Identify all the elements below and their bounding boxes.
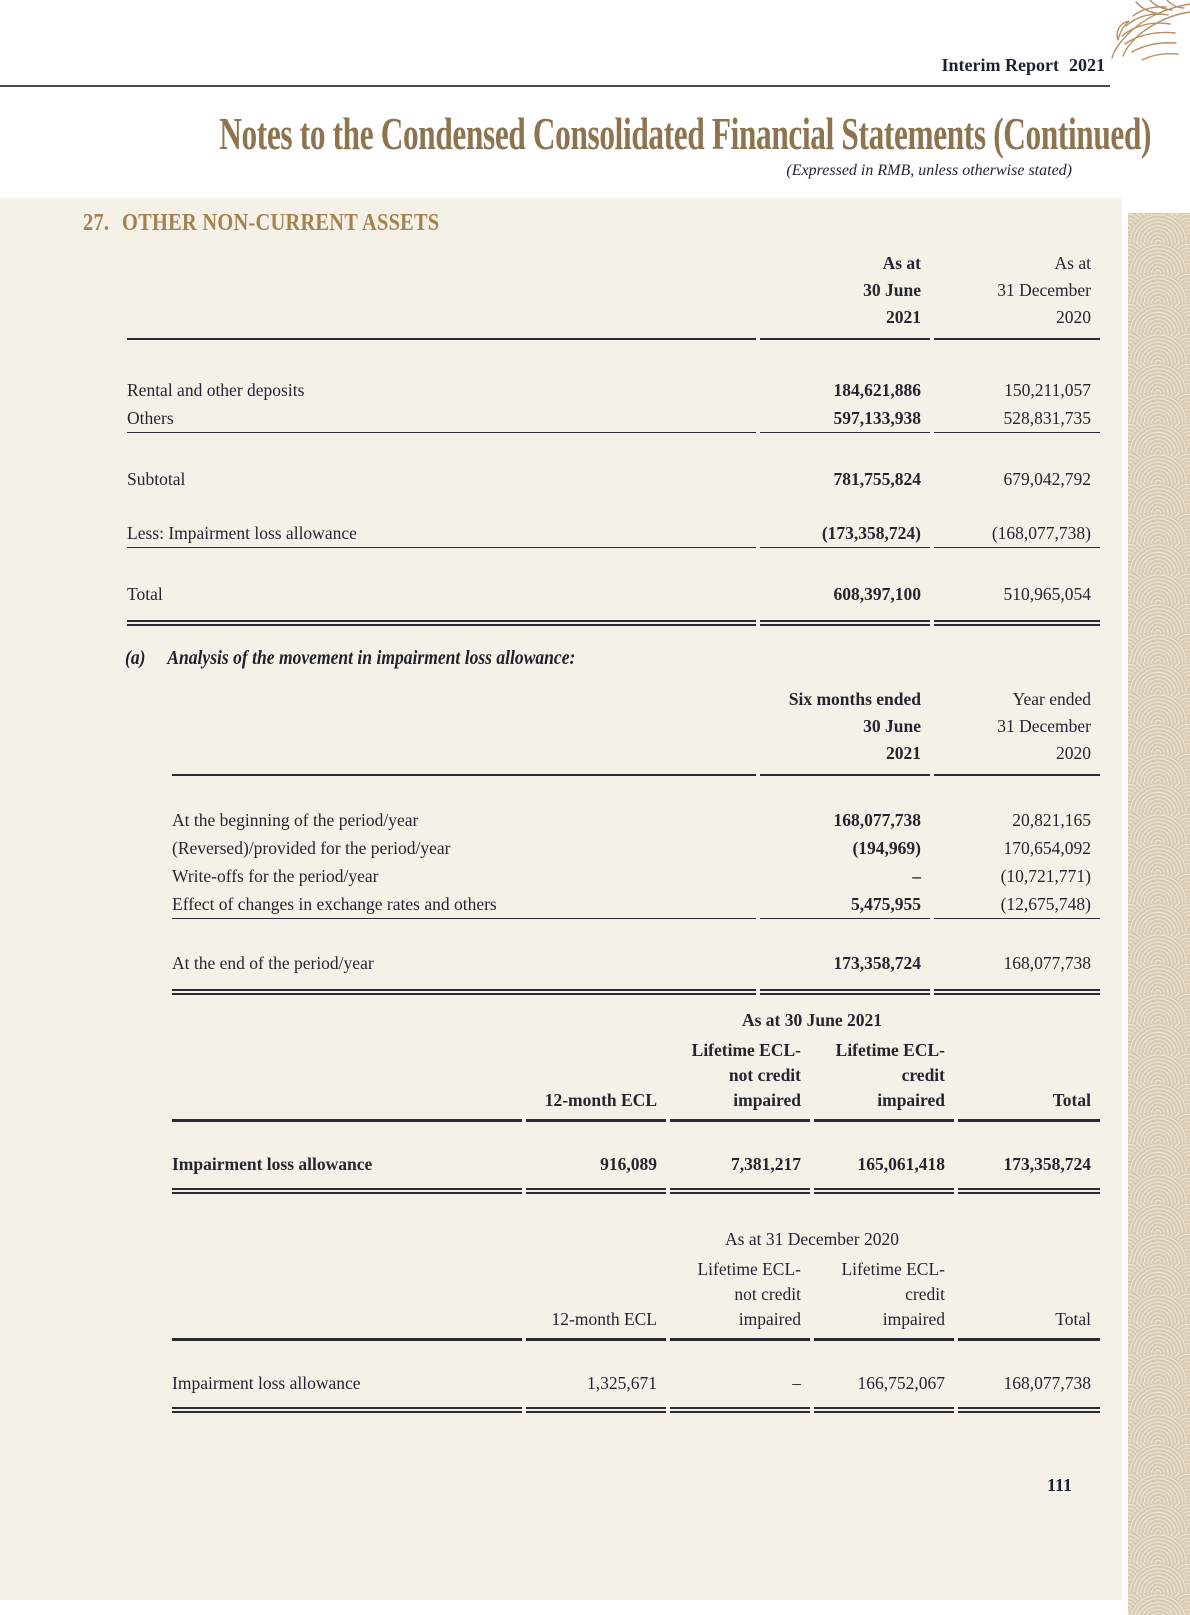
column-header-12-month-ecl: 12-month ECL <box>526 1088 666 1122</box>
subtotal-row: Subtotal 781,755,824 679,042,792 <box>127 469 1091 489</box>
table-row: Others 597,133,938 528,831,735 <box>127 404 1100 433</box>
section-heading <box>83 210 966 236</box>
impairment-allowance-row: Impairment loss allowance 1,325,671 – 166,752,067 168,077,738 <box>172 1369 1100 1413</box>
table-title-row <box>172 1226 1100 1257</box>
table-row: Rental and other deposits 184,621,886 150,211,057 <box>127 380 1091 400</box>
impairment-allowance-row: Less: Impairment loss allowance (173,358,724) (168,077,738) <box>127 519 1100 548</box>
column-header-2021: As at 30 June 2021 <box>760 250 930 340</box>
impairment-allowance-row: Impairment loss allowance 916,089 7,381,217 165,061,418 173,358,724 <box>172 1150 1100 1194</box>
column-header-2021: Six months ended 30 June 2021 <box>760 686 930 776</box>
report-year: 2021 <box>1069 55 1105 75</box>
header-rule <box>0 85 1110 87</box>
movement-analysis-table <box>172 686 1100 995</box>
page-number: 111 <box>1046 1475 1072 1495</box>
column-header-not-credit-impaired: Lifetime ECL- not credit impaired <box>670 1257 810 1341</box>
report-header <box>0 0 1190 76</box>
column-header-2020: Year ended 31 December 2020 <box>934 686 1100 776</box>
content-area <box>0 198 1122 1600</box>
table-title: As at 30 June 2021 <box>741 1010 882 1030</box>
subsection-title: Analysis of the movement in impairment loss allowance: <box>167 648 576 669</box>
column-header-total: Total <box>958 1307 1100 1341</box>
table-header-row <box>172 1038 1100 1122</box>
table-header-row <box>127 250 1100 340</box>
seigaiha-pattern-band <box>1128 213 1190 1615</box>
wave-decoration-icon <box>1070 0 1190 78</box>
table-row: Write-offs for the period/year – (10,721,771) <box>172 866 1091 886</box>
subsection-heading <box>125 646 1022 672</box>
column-header-total: Total <box>958 1088 1100 1122</box>
total-row: Total 608,397,100 510,965,054 <box>127 580 1100 626</box>
column-header-12-month-ecl: 12-month ECL <box>526 1307 666 1341</box>
total-row: At the end of the period/year 173,358,724 168,077,738 <box>172 949 1100 995</box>
other-non-current-assets-table <box>127 250 1100 626</box>
column-header-not-credit-impaired: Lifetime ECL- not credit impaired <box>670 1038 810 1122</box>
page-subtitle: (Expressed in RMB, unless otherwise stated) <box>786 162 1072 179</box>
section-title: OTHER NON-CURRENT ASSETS <box>122 210 440 236</box>
section-number: 27. <box>83 210 110 236</box>
table-header-row <box>172 686 1100 776</box>
page-title: Notes to the Condensed Consolidated Financial Statements (Continued) <box>219 108 1152 159</box>
ecl-table-2020 <box>172 1226 1100 1413</box>
table-row: (Reversed)/provided for the period/year (194,969) 170,654,092 <box>172 838 1091 858</box>
subsection-marker: (a) <box>125 648 146 669</box>
table-header-row <box>172 1257 1100 1341</box>
table-row: At the beginning of the period/year 168,077,738 20,821,165 <box>172 810 1091 830</box>
column-header-credit-impaired: Lifetime ECL- credit impaired <box>814 1038 954 1122</box>
table-title-row <box>172 1007 1100 1038</box>
ecl-table-2021 <box>172 1007 1100 1194</box>
report-label: Interim Report <box>941 55 1059 75</box>
column-header-credit-impaired: Lifetime ECL- credit impaired <box>814 1257 954 1341</box>
table-row: Effect of changes in exchange rates and others 5,475,955 (12,675,748) <box>172 890 1100 919</box>
column-header-2020: As at 31 December 2020 <box>934 250 1100 340</box>
table-title: As at 31 December 2020 <box>725 1229 899 1249</box>
